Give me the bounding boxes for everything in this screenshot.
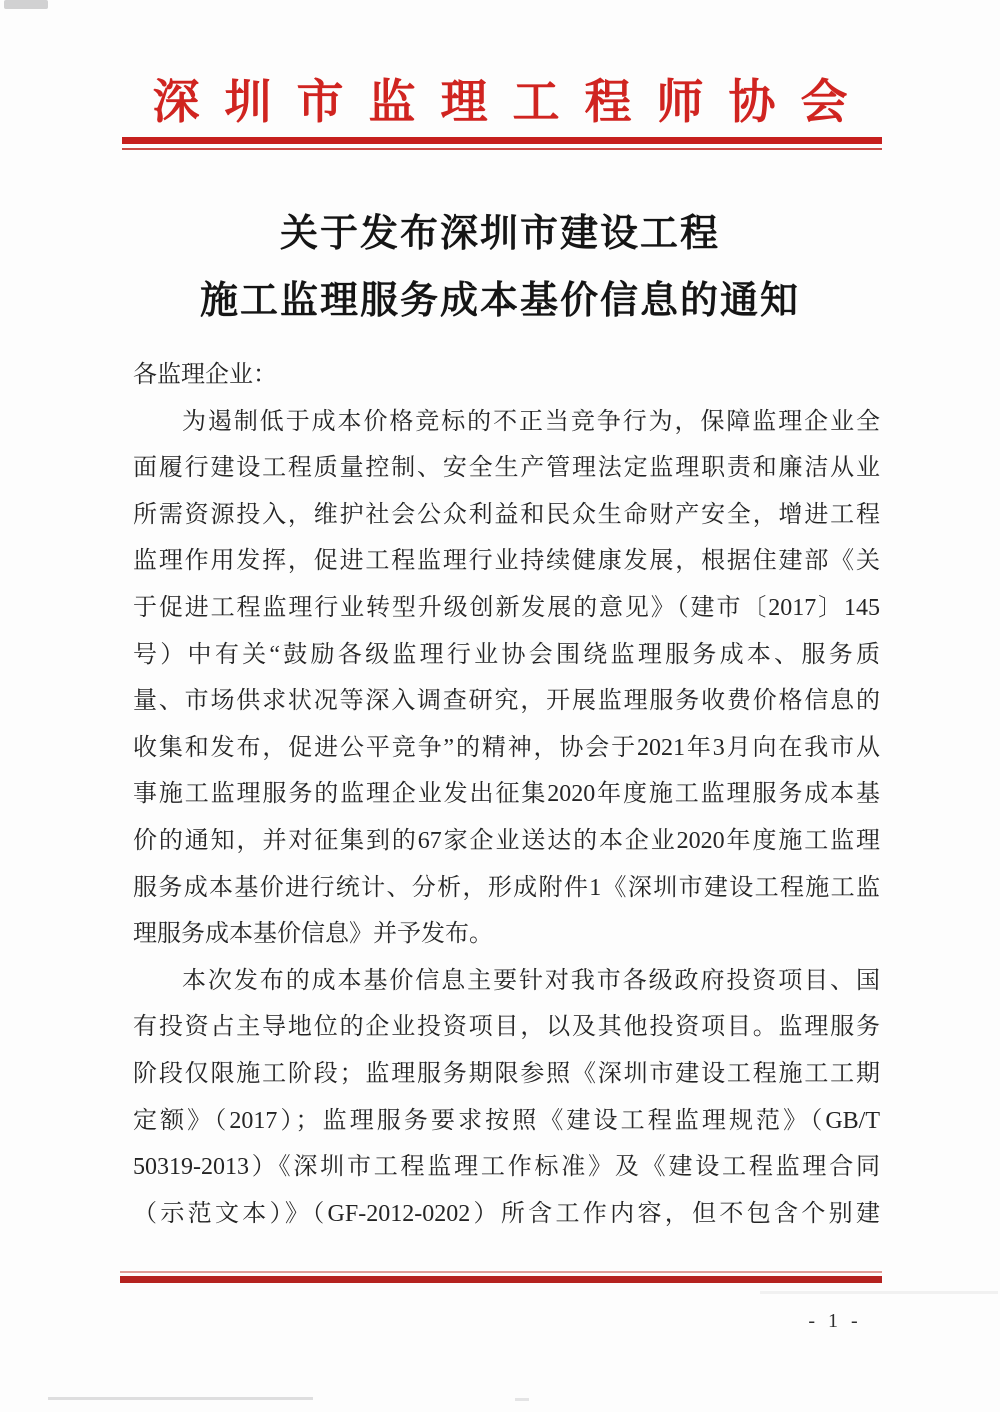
organization-name: 深圳市监理工程师协会	[152, 77, 873, 129]
body-line: 理服务成本基价信息》并予发布。	[133, 921, 493, 948]
body-line: 定额》（2017）；监理服务要求按照《建设工程监理规范》（GB/T	[133, 1107, 880, 1134]
document-body	[133, 352, 880, 1237]
body-line: 阶段仅限施工阶段；监理服务期限参照《深圳市建设工程施工工期	[133, 1060, 880, 1087]
body-line: （示范文本）》（GF-2012-0202）所含工作内容，但不包含个别建	[133, 1200, 880, 1227]
document-title-line1: 关于发布深圳市建设工程	[279, 213, 720, 255]
body-line: 价的通知，并对征集到的67家企业送达的本企业2020年度施工监理	[133, 827, 880, 854]
body-line: 面履行建设工程质量控制、安全生产管理法定监理职责和廉洁从业	[133, 455, 880, 482]
salutation: 各监理企业：	[133, 362, 277, 388]
body-line: 收集和发布，促进公平竞争”的精神，协会于2021年3月向在我市从	[133, 734, 880, 761]
scan-artifact-top-left	[4, 0, 48, 9]
document-title-line2: 施工监理服务成本基价信息的通知	[199, 280, 800, 322]
document-title	[0, 201, 1000, 335]
body-line: 量、市场供求状况等深入调查研究，开展监理服务收费价格信息的	[133, 688, 880, 715]
letterhead-rule-thick	[122, 137, 882, 144]
footer-rule-thin	[120, 1271, 882, 1273]
body-line: 本次发布的成本基价信息主要针对我市各级政府投资项目、国	[182, 967, 880, 994]
body-line: 50319-2013）《深圳市工程监理工作标准》及《建设工程监理合同	[133, 1154, 880, 1181]
scan-artifact-bottom-mid	[515, 1398, 529, 1401]
body-line: 为遏制低于成本价格竞标的不正当竞争行为，保障监理企业全	[182, 408, 880, 435]
body-line: 号）中有关“鼓励各级监理行业协会围绕监理服务成本、服务质	[133, 641, 880, 668]
scan-artifact-bottom-left	[48, 1397, 313, 1400]
body-line: 服务成本基价进行统计、分析，形成附件1《深圳市建设工程施工监	[133, 874, 880, 901]
body-line: 所需资源投入，维护社会公众利益和民众生命财产安全，增进工程	[133, 501, 880, 528]
scan-artifact-smudge	[760, 1291, 998, 1294]
letterhead-rule-thin	[122, 148, 882, 150]
body-line: 监理作用发挥，促进工程监理行业持续健康发展，根据住建部《关	[133, 548, 880, 575]
body-line: 事施工监理服务的监理企业发出征集2020年度施工监理服务成本基	[133, 781, 880, 808]
footer-rule-thick	[120, 1276, 882, 1283]
body-line: 有投资占主导地位的企业投资项目，以及其他投资项目。监理服务	[133, 1014, 880, 1041]
body-line: 于促进工程监理行业转型升级创新发展的意见》（建市〔2017〕145	[133, 594, 880, 621]
page-number: - 1 -	[808, 1310, 862, 1332]
